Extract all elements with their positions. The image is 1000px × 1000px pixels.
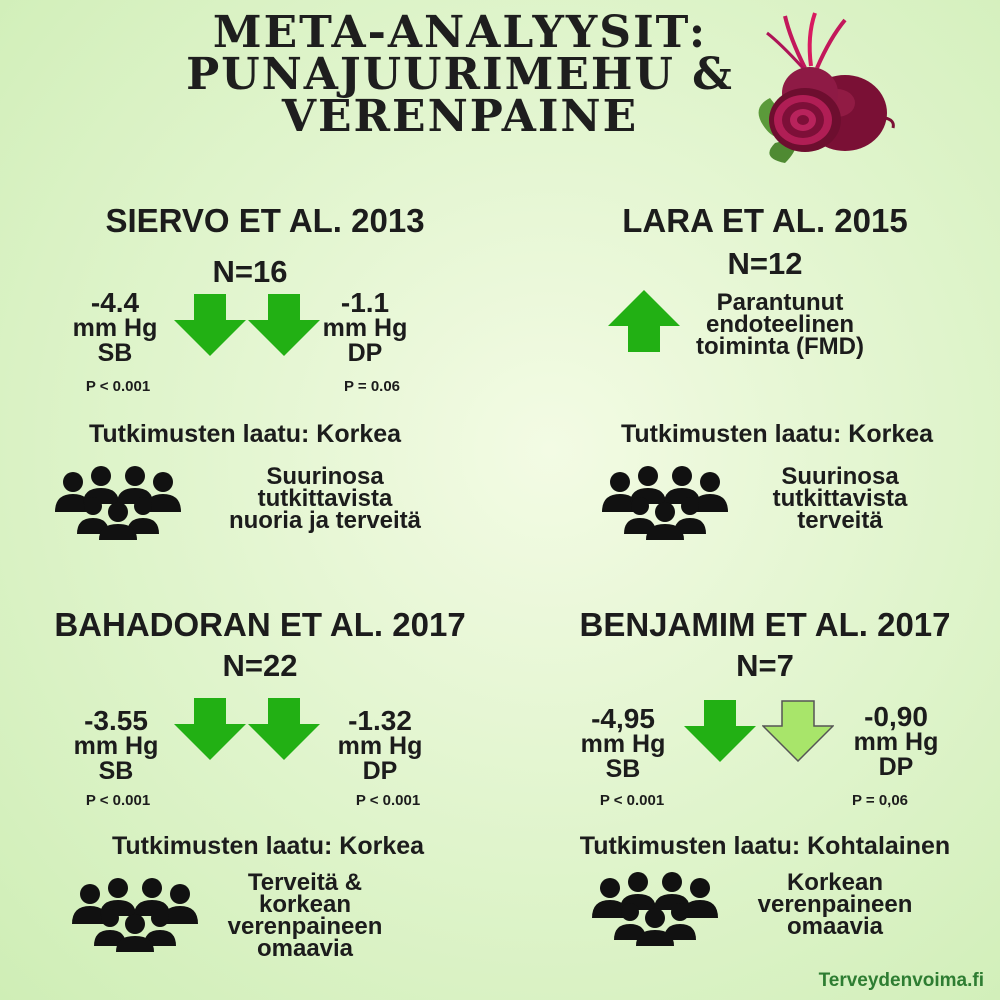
population-line: Suurinosa xyxy=(266,463,384,490)
dbp-p-value-benjamim: P = 0,06 xyxy=(851,792,909,809)
down-arrow-icon xyxy=(762,700,834,762)
quality-siervo: Tutkimusten laatu: Korkea xyxy=(88,420,402,448)
population-line: tutkittavista xyxy=(772,485,908,512)
down-arrow-icon xyxy=(174,294,246,356)
population-line: verenpaineen xyxy=(757,891,913,918)
page-title xyxy=(150,7,770,142)
dbp-p-value-siervo: P = 0.06 xyxy=(343,378,401,395)
dbp-label: DP xyxy=(347,339,383,367)
sbp-label: SB xyxy=(605,755,641,783)
sample-size-bahadoran: N=22 xyxy=(222,648,298,683)
population-line: korkean xyxy=(258,891,352,918)
population-benjamim xyxy=(735,869,935,940)
title-line-1: META-ANALYYSIT: xyxy=(212,7,708,58)
down-arrow-icon xyxy=(248,698,320,760)
sbp-value: -4.4 xyxy=(90,287,140,318)
people-group-icon xyxy=(590,868,720,946)
sample-size-lara: N=12 xyxy=(727,246,803,281)
sbp-p-value-bahadoran: P < 0.001 xyxy=(85,792,151,809)
sbp-change-bahadoran xyxy=(56,705,176,785)
population-line: nuoria ja terveitä xyxy=(228,507,422,534)
sbp-value: -4,95 xyxy=(591,703,655,734)
dbp-unit: mm Hg xyxy=(322,314,408,342)
sbp-value: -3.55 xyxy=(84,705,148,736)
population-line: Terveitä & xyxy=(247,869,363,896)
title-line-3: VERENPAINE xyxy=(281,91,639,142)
population-line: Suurinosa xyxy=(781,463,899,490)
sbp-p-value-benjamim: P < 0.001 xyxy=(599,792,665,809)
study-title-siervo: SIERVO ET AL. 2013 xyxy=(105,202,425,239)
outcome-line: Parantunut xyxy=(716,289,844,316)
sbp-unit: mm Hg xyxy=(73,732,159,760)
title-line-2: PUNAJUURIMEHU & xyxy=(186,49,734,100)
dbp-label: DP xyxy=(878,753,914,781)
dbp-unit: mm Hg xyxy=(853,728,939,756)
dbp-change-bahadoran xyxy=(320,705,440,785)
sbp-change-siervo xyxy=(55,287,175,367)
dbp-value: -0,90 xyxy=(864,701,928,732)
dbp-label: DP xyxy=(362,757,398,785)
sbp-label: SB xyxy=(97,339,133,367)
population-line: omaavia xyxy=(786,913,884,940)
sbp-unit: mm Hg xyxy=(580,730,666,758)
sbp-change-benjamim xyxy=(563,703,683,783)
down-arrow-icon xyxy=(174,698,246,760)
dbp-change-benjamim xyxy=(836,701,956,781)
dbp-unit: mm Hg xyxy=(337,732,423,760)
study-title-bahadoran: BAHADORAN ET AL. 2017 xyxy=(54,606,466,643)
population-lara xyxy=(740,463,940,534)
population-line: verenpaineen xyxy=(227,913,383,940)
dbp-p-value-bahadoran: P < 0.001 xyxy=(355,792,421,809)
outcome-line: toiminta (FMD) xyxy=(696,333,864,360)
dbp-value: -1.32 xyxy=(348,705,412,736)
sbp-unit: mm Hg xyxy=(72,314,158,342)
people-group-icon xyxy=(70,874,200,952)
quality-benjamim: Tutkimusten laatu: Kohtalainen xyxy=(579,832,951,860)
people-group-icon xyxy=(600,462,730,540)
population-siervo xyxy=(195,463,455,534)
population-line: omaavia xyxy=(256,935,354,962)
dbp-value: -1.1 xyxy=(340,287,390,318)
sample-size-siervo: N=16 xyxy=(212,254,288,289)
study-title-benjamim: BENJAMIM ET AL. 2017 xyxy=(579,606,951,643)
population-line: tutkittavista xyxy=(257,485,393,512)
site-credit: Terveydenvoima.fi xyxy=(818,970,984,991)
dbp-change-siervo xyxy=(305,287,425,367)
population-bahadoran xyxy=(205,869,405,962)
outcome-lara xyxy=(660,289,900,360)
sample-size-benjamim: N=7 xyxy=(736,648,794,683)
outcome-line: endoteelinen xyxy=(705,311,855,338)
people-group-icon xyxy=(53,462,183,540)
population-line: Korkean xyxy=(786,869,884,896)
sbp-p-value-siervo: P < 0.001 xyxy=(85,378,151,395)
quality-bahadoran: Tutkimusten laatu: Korkea xyxy=(111,832,425,860)
quality-lara: Tutkimusten laatu: Korkea xyxy=(620,420,934,448)
population-line: terveitä xyxy=(797,507,883,534)
sbp-label: SB xyxy=(98,757,134,785)
study-title-lara: LARA ET AL. 2015 xyxy=(622,202,908,239)
beetroot-image xyxy=(745,8,895,168)
down-arrow-icon xyxy=(684,700,756,762)
